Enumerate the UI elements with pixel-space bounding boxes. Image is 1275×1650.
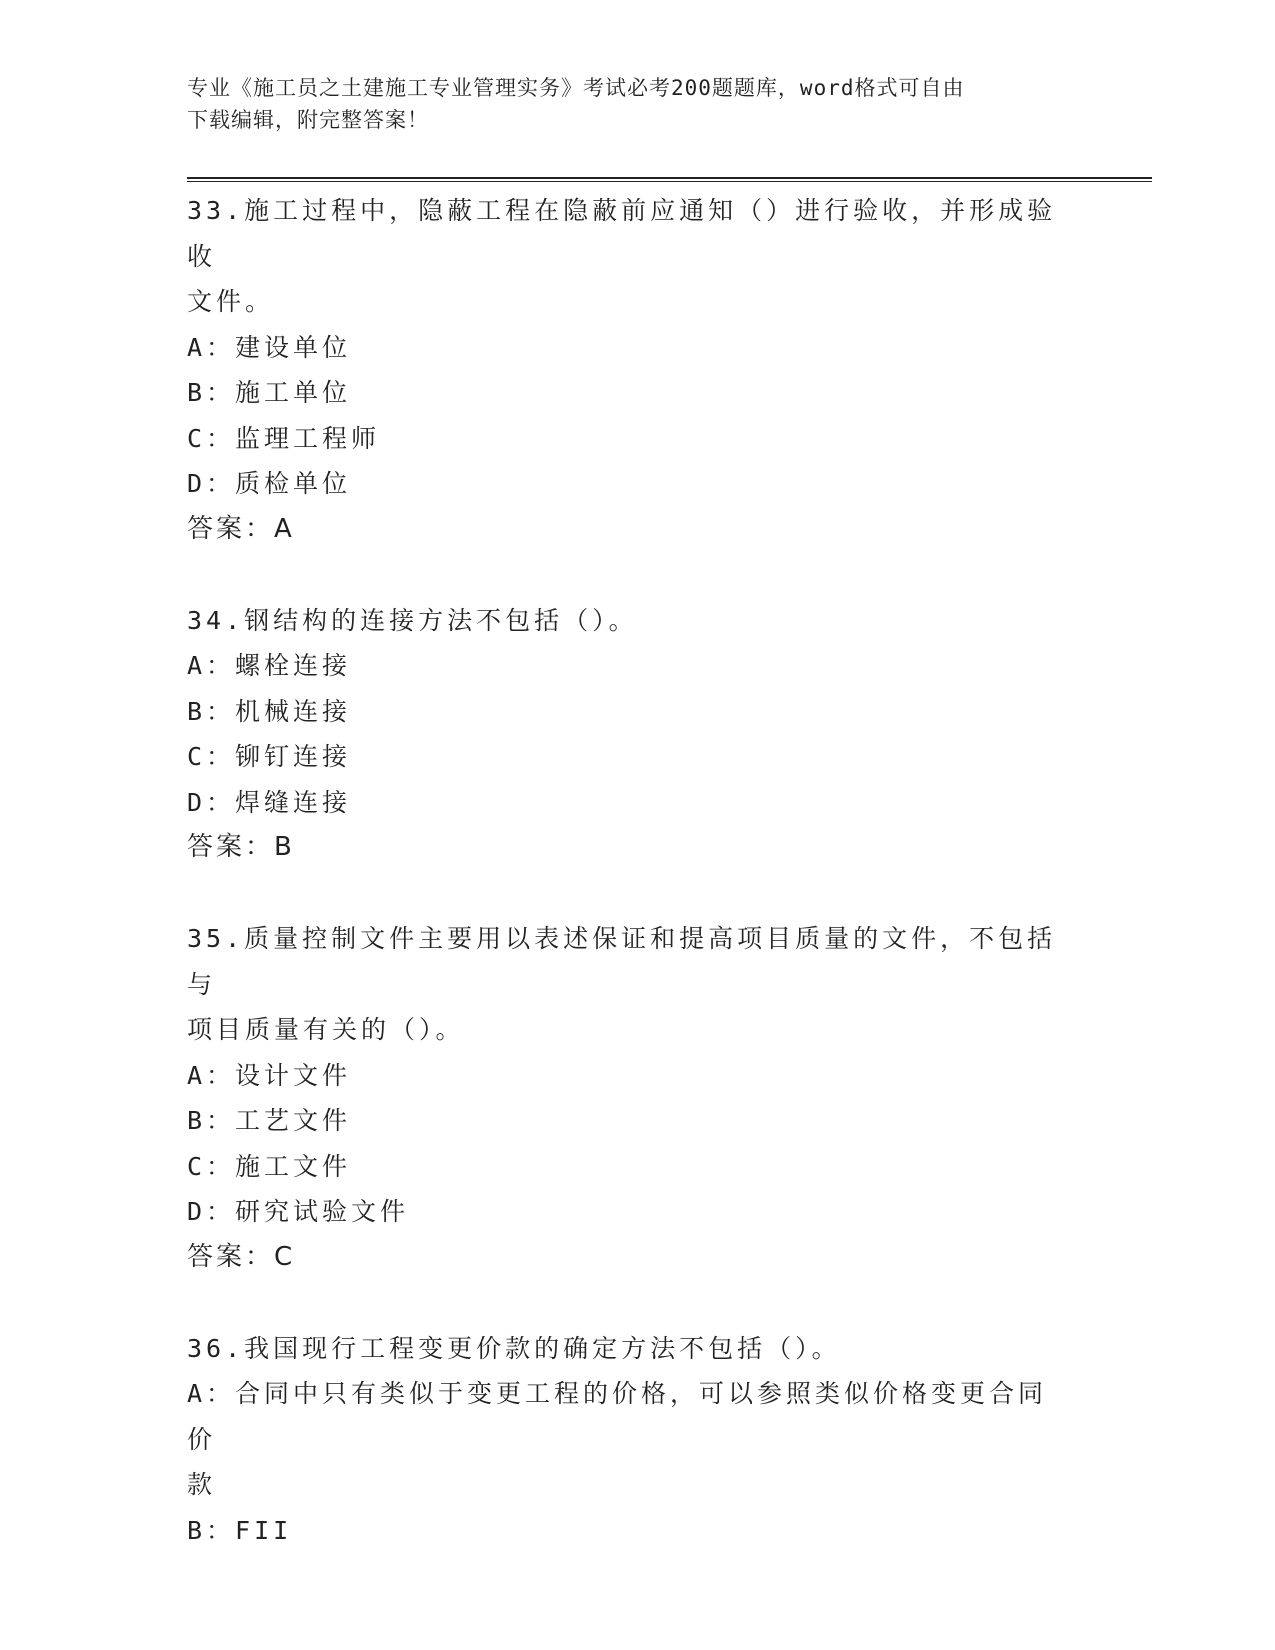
option-c: C：施工文件 xyxy=(187,1151,352,1181)
option-a: A：设计文件 xyxy=(187,1060,352,1090)
option-b: B：工艺文件 xyxy=(187,1106,352,1135)
option-b: B：机械连接 xyxy=(187,696,352,726)
answer-text: 答案：C xyxy=(187,1241,296,1272)
question-spacer xyxy=(187,871,1067,917)
question-35 xyxy=(187,916,1067,1280)
question-spacer xyxy=(187,1280,1067,1326)
document-header xyxy=(187,72,1067,136)
question-stem: 35.质量控制文件主要用以表述保证和提高项目质量的文件，不包括与 xyxy=(187,924,1057,999)
question-stem: 34.钢结构的连接方法不包括（）。 xyxy=(187,605,638,635)
header-line-2: 下载编辑，附完整答案！ xyxy=(187,108,429,132)
question-34 xyxy=(187,598,1067,871)
question-stem-continued: 文件。 xyxy=(187,287,275,316)
option-a: A：建设单位 xyxy=(187,332,352,362)
option-a-continued: 款 xyxy=(187,1470,217,1499)
question-stem: 36.我国现行工程变更价款的确定方法不包括（）。 xyxy=(187,1333,841,1363)
option-c: C：监理工程师 xyxy=(187,423,381,453)
option-d: D：质检单位 xyxy=(187,469,352,498)
option-d: D：焊缝连接 xyxy=(187,787,352,817)
option-b: B：施工单位 xyxy=(187,378,352,407)
option-b: B：FII xyxy=(187,1515,293,1545)
option-d: D：研究试验文件 xyxy=(187,1197,410,1226)
question-stem-continued: 项目质量有关的（）。 xyxy=(187,1015,465,1044)
question-36 xyxy=(187,1326,1067,1554)
question-spacer xyxy=(187,552,1067,598)
header-line-1: 专业《施工员之土建施工专业管理实务》考试必考200题题库，word格式可自由 xyxy=(187,76,965,100)
question-list xyxy=(187,188,1067,1553)
question-stem: 33.施工过程中，隐蔽工程在隐蔽前应通知（）进行验收，并形成验收 xyxy=(187,196,1057,271)
option-a: A：螺栓连接 xyxy=(187,651,352,680)
question-33 xyxy=(187,188,1067,552)
answer-text: 答案：A xyxy=(187,513,295,544)
option-a: A：合同中只有类似于变更工程的价格，可以参照类似价格变更合同价 xyxy=(187,1379,1048,1454)
option-c: C：铆钉连接 xyxy=(187,742,352,771)
answer-text: 答案：B xyxy=(187,832,295,862)
header-divider-thick xyxy=(187,177,1152,179)
header-divider-thin xyxy=(187,181,1152,182)
